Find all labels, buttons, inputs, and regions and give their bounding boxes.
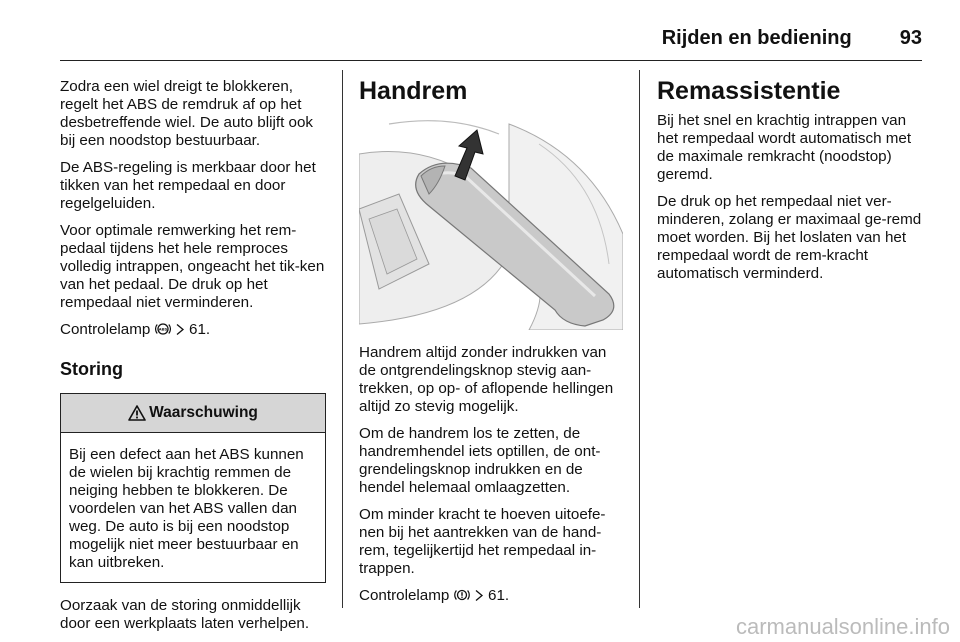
paragraph: Handrem altijd zonder indrukken van de ontgrendelingsknop stevig aan-trekken, op op- of aflopende hellingen altijd zo stevig mogelijk. bbox=[359, 344, 614, 415]
paragraph: Om minder kracht te hoeven uitoefe-nen bij het aantrekken van de hand-rem, tegelijkertijd het rempedaal in-trappen. bbox=[359, 506, 606, 577]
page-reference-arrow-icon bbox=[474, 589, 484, 602]
page-title: Rijden en bediening bbox=[661, 26, 852, 49]
abs-warning-lamp-icon bbox=[155, 322, 171, 336]
warning-header bbox=[61, 394, 325, 433]
warning-triangle-icon bbox=[128, 405, 146, 421]
svg-text:ABS: ABS bbox=[158, 326, 167, 332]
column-divider bbox=[639, 70, 640, 608]
watermark: carmanualsonline.info bbox=[735, 614, 950, 639]
paragraph: De druk op het rempedaal niet ver-minderen, zolang er maximaal ge-remd moet worden. Bij het loslaten van het rempedaal wordt de rem-kracht automatisch verminderd. bbox=[657, 193, 922, 282]
warning-body: Bij een defect aan het ABS kunnen de wielen bij krachtig remmen de neiging hebben te blokkeren. De voordelen van het ABS vallen dan weg. De auto is bij een noodstop mogelijk niet meer bestuurbaar en kan uitbreken. bbox=[69, 446, 304, 571]
paragraph: Oorzaak van de storing onmiddellijk door een werkplaats laten verhelpen. bbox=[60, 597, 310, 632]
column-abs bbox=[60, 78, 326, 642]
paragraph: Bij het snel en krachtig intrappen van het rempedaal wordt automatisch met de maximale remkracht (noodstop) geremd. bbox=[657, 112, 912, 183]
paragraph: Zodra een wiel dreigt te blokkeren, regelt het ABS de remdruk af op het desbetreffende wiel. De auto blijft ook bij een noodstop bestuurbaar. bbox=[60, 78, 314, 149]
section-heading-remassistentie: Remassistentie bbox=[657, 77, 841, 105]
control-lamp-line: Controlelamp 61. bbox=[359, 587, 510, 604]
header-rule bbox=[60, 60, 922, 61]
column-remassistentie bbox=[657, 76, 923, 292]
column-divider bbox=[342, 70, 343, 608]
paragraph: Om de handrem los te zetten, de handremhendel iets optillen, de ont-grendelingsknop indrukken en de hendel helemaal omlaagzetten. bbox=[359, 425, 601, 496]
section-heading-handrem: Handrem bbox=[359, 77, 468, 105]
page-reference-arrow-icon bbox=[175, 323, 185, 336]
paragraph: De ABS-regeling is merkbaar door het tikken van het rempedaal en door regelgeluiden. bbox=[60, 159, 316, 212]
page-number: 93 bbox=[899, 26, 922, 49]
warning-box bbox=[60, 393, 326, 583]
column-handrem bbox=[359, 76, 623, 614]
page-header bbox=[60, 18, 922, 58]
paragraph: Voor optimale remwerking het rem-pedaal tijdens het hele remproces volledig intrappen, ongeacht het tik-ken van het pedaal. De druk op het rempedaal niet verminderen. bbox=[60, 222, 325, 311]
control-lamp-line: Controlelamp ABS 61. bbox=[60, 321, 211, 338]
section-heading-storing: Storing bbox=[60, 359, 123, 379]
brake-warning-lamp-icon bbox=[454, 588, 470, 602]
handbrake-illustration bbox=[359, 114, 623, 330]
warning-title: Waarschuwing bbox=[149, 404, 258, 421]
